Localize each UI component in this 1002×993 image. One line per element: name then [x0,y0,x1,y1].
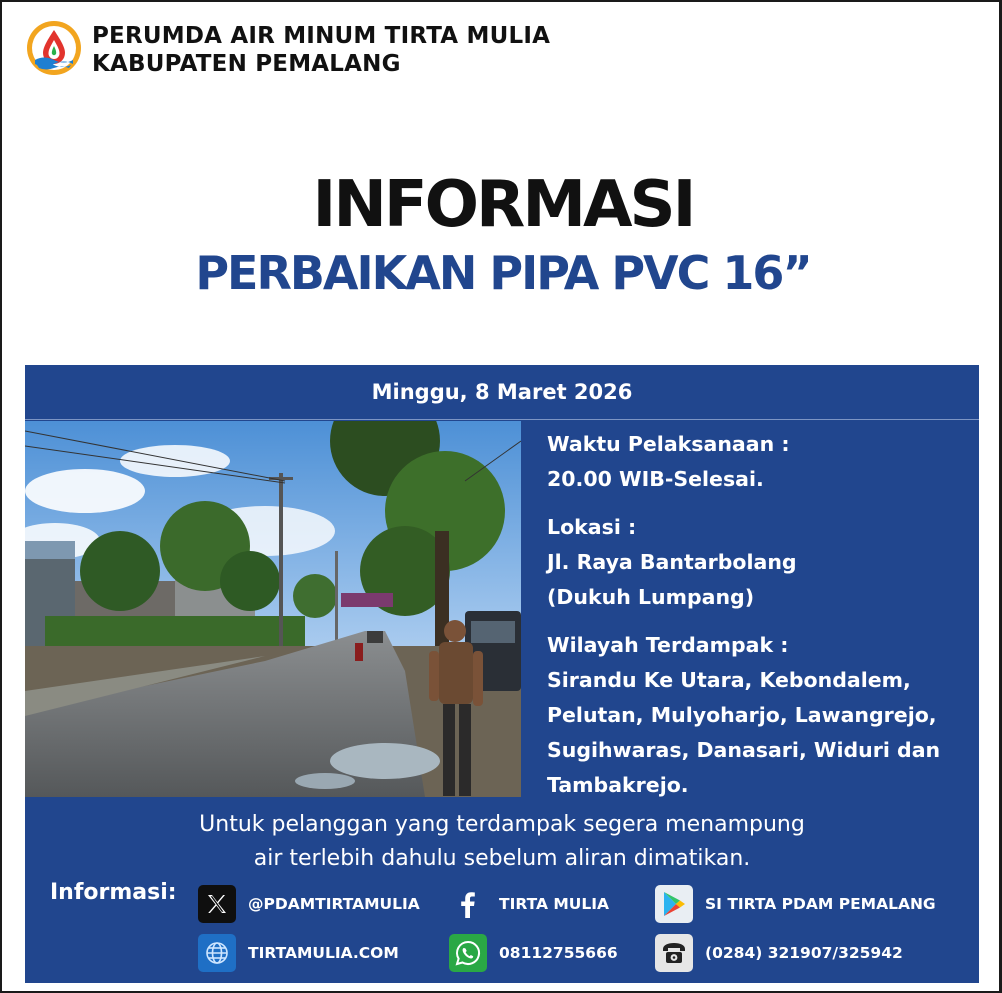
page-title: INFORMASI [312,168,694,242]
contact-text: TIRTA MULIA [499,895,609,913]
facebook-icon [449,885,487,923]
contact-x[interactable] [198,885,420,923]
globe-icon [198,934,236,972]
org-name-line1: PERUMDA AIR MINUM TIRTA MULIA [92,23,551,49]
schedule-label: Waktu Pelaksanaan : [547,432,790,456]
location-line: (Dukuh Lumpang) [547,585,755,609]
location-line: Jl. Raya Bantarbolang [547,550,797,574]
contact-text: (0284) 321907/325942 [705,944,903,962]
details-column [547,427,977,816]
company-logo [26,20,82,76]
contact-label: Informasi: [50,880,177,905]
date-band [25,365,979,420]
google-play-icon [655,885,693,923]
contact-text: SI TIRTA PDAM PEMALANG [705,895,936,913]
affected-area-section [547,628,977,803]
notice-line: Untuk pelanggan yang terdampak segera menampung [199,812,805,837]
schedule-section [547,427,977,497]
whatsapp-icon [449,934,487,972]
contact-facebook[interactable] [449,885,609,923]
org-name-line2: KABUPATEN PEMALANG [92,51,401,77]
contact-telephone[interactable] [655,934,903,972]
affected-area-line: Sugihwaras, Danasari, Widuri dan [547,738,941,762]
customer-notice [25,808,979,876]
contact-text: TIRTAMULIA.COM [248,944,399,962]
street-photo [25,421,521,797]
notice-line: air terlebih dahulu sebelum aliran dimatikan. [253,846,751,871]
affected-area-line: Sirandu Ke Utara, Kebondalem, [547,668,911,692]
contact-google-play[interactable] [655,885,936,923]
affected-area-label: Wilayah Terdampak : [547,633,789,657]
contact-website[interactable] [198,934,399,972]
schedule-value: 20.00 WIB-Selesai. [547,467,764,491]
contact-text: 08112755666 [499,944,618,962]
telephone-icon [655,934,693,972]
info-panel [25,365,979,983]
location-label: Lokasi : [547,515,637,539]
x-twitter-icon [198,885,236,923]
organization-name [92,22,550,78]
page-subtitle: PERBAIKAN PIPA PVC 16” [195,246,811,300]
affected-area-line: Tambakrejo. [547,773,689,797]
affected-area-line: Pelutan, Mulyoharjo, Lawangrejo, [547,703,937,727]
location-section [547,510,977,615]
contact-whatsapp[interactable] [449,934,618,972]
contact-text: @PDAMTIRTAMULIA [248,895,420,913]
event-date: Minggu, 8 Maret 2026 [371,380,633,404]
